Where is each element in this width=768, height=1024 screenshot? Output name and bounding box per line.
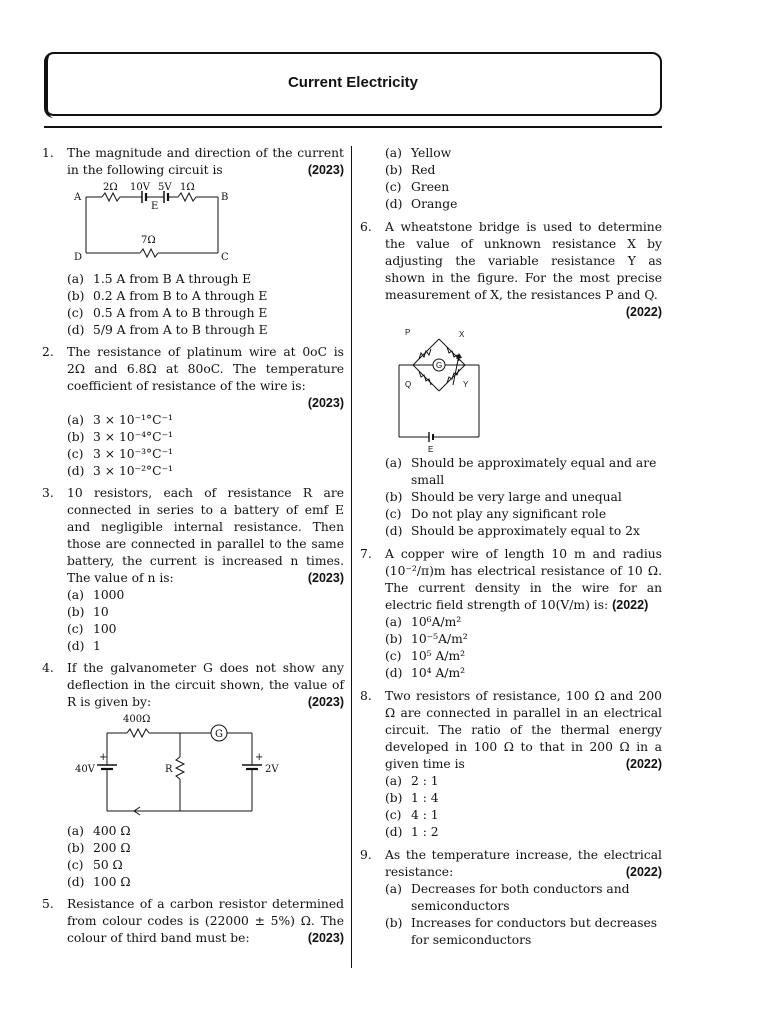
question-5 — [42, 896, 344, 947]
option[interactable]: (d) 1 — [67, 639, 101, 653]
option[interactable]: (a) 400 Ω — [67, 824, 131, 838]
option[interactable]: (b) Increases for conductors but decreases for semiconductors — [385, 916, 658, 947]
question-year: (2023) — [307, 396, 344, 410]
node-label-d: D — [74, 252, 83, 263]
question-year: (2023) — [307, 571, 344, 585]
option[interactable]: (b) 10 — [67, 605, 109, 619]
column-divider — [351, 146, 352, 968]
option[interactable]: (a) Yellow — [385, 146, 452, 160]
wheatstone-bridge-diagram — [391, 325, 481, 455]
option[interactable]: (a) 1.5 A from B A through E — [67, 272, 252, 286]
label-1ohm: 1Ω — [180, 182, 195, 193]
question-text: The resistance of platinum wire at 0oC is 2Ω and 6.8Ω at 80oC. The temperature coefficient of resistance of the wire is: — [67, 345, 344, 393]
left-column — [42, 145, 344, 947]
question-text: The magnitude and direction of the current in the following circuit is — [67, 146, 344, 177]
option[interactable]: (d) 5/9 A from A to B through E — [67, 323, 268, 337]
question-year: (2022) — [612, 598, 649, 612]
label-galvanometer: G — [436, 361, 443, 370]
option[interactable]: (d) 100 Ω — [67, 875, 131, 889]
question-number: 8. — [360, 689, 372, 703]
option[interactable]: (b) Red — [385, 163, 436, 177]
question-9 — [360, 847, 662, 949]
option[interactable]: (d) 3 × 10⁻²°C⁻¹ — [67, 464, 173, 478]
question-year: (2023) — [307, 695, 344, 709]
option[interactable]: (c) Green — [385, 180, 450, 194]
option[interactable]: (a) 2 : 1 — [385, 774, 439, 788]
header-rule — [44, 126, 662, 128]
option[interactable]: (b) Should be very large and unequal — [385, 490, 622, 504]
option[interactable]: (d) 10⁴ A/m² — [385, 666, 466, 680]
label-40v: 40V — [75, 764, 95, 775]
title-box — [44, 52, 662, 116]
option[interactable]: (b) 3 × 10⁻⁴°C⁻¹ — [67, 430, 173, 444]
page-title: Current Electricity — [287, 74, 419, 91]
option[interactable]: (b) 0.2 A from B to A through E — [67, 289, 268, 303]
option[interactable]: (d) Orange — [385, 197, 458, 211]
question-year: (2022) — [625, 305, 662, 319]
option[interactable]: (c) 0.5 A from A to B through E — [67, 306, 268, 320]
label-r: R — [165, 764, 173, 775]
question-number: 3. — [42, 486, 54, 500]
question-text: If the galvanometer G does not show any deflection in the circuit shown, the value of R is given by: — [67, 661, 344, 709]
question-number: 5. — [42, 897, 54, 911]
question-7 — [360, 546, 662, 682]
label-g: G — [215, 729, 223, 740]
question-8 — [360, 688, 662, 841]
right-column — [360, 145, 662, 949]
option[interactable]: (b) 1 : 4 — [385, 791, 439, 805]
question-3 — [42, 485, 344, 655]
option[interactable]: (a) 1000 — [67, 588, 125, 602]
option[interactable]: (b) 200 Ω — [67, 841, 131, 855]
option[interactable]: (c) 50 Ω — [67, 858, 123, 872]
question-year: (2022) — [625, 757, 662, 771]
label-x: X — [459, 330, 465, 339]
label-q: Q — [405, 380, 412, 389]
node-label-b: B — [221, 192, 229, 203]
question-text: Resistance of a carbon resistor determined from colour codes is (22000 ± 5%) Ω. The colour of third band must be: — [67, 897, 344, 945]
question-number: 1. — [42, 146, 54, 160]
option[interactable]: (c) 10⁵ A/m² — [385, 649, 466, 663]
question-year: (2023) — [307, 163, 344, 177]
label-plus-right: + — [255, 752, 264, 763]
question-number: 9. — [360, 848, 372, 862]
option[interactable]: (b) 10⁻⁵A/m² — [385, 632, 468, 646]
label-plus-left: + — [99, 752, 108, 763]
question-6 — [360, 219, 662, 540]
label-5v: 5V — [158, 182, 172, 193]
label-e: E — [428, 445, 434, 454]
option[interactable]: (a) Should be approximately equal and are small — [385, 456, 657, 487]
question-number: 7. — [360, 547, 372, 561]
label-p: P — [405, 328, 411, 337]
node-label-e: E — [151, 201, 159, 212]
node-label-c: C — [221, 252, 229, 263]
question-text: A wheatstone bridge is used to determine the value of unknown resistance X by adjusting the variable resistance Y as shown in the figure. For the most precise measurement of X, the resistances P and Q. — [385, 220, 662, 302]
question-text: As the temperature increase, the electrical resistance: — [385, 848, 662, 879]
node-label-a: A — [74, 192, 82, 203]
label-10v: 10V — [130, 182, 150, 193]
question-number: 6. — [360, 220, 372, 234]
label-y: Y — [463, 380, 469, 389]
option[interactable]: (a) Decreases for both conductors and semiconductors — [385, 882, 630, 913]
option[interactable]: (c) Do not play any significant role — [385, 507, 607, 521]
question-4 — [42, 660, 344, 891]
circuit-diagram-q1 — [72, 181, 232, 271]
question-1 — [42, 145, 344, 339]
question-number: 4. — [42, 661, 54, 675]
question-2 — [42, 344, 344, 480]
option[interactable]: (c) 100 — [67, 622, 117, 636]
label-2ohm: 2Ω — [103, 182, 118, 193]
option[interactable]: (a) 3 × 10⁻¹°C⁻¹ — [67, 413, 173, 427]
option[interactable]: (d) 1 : 2 — [385, 825, 439, 839]
question-5-options — [360, 145, 662, 213]
circuit-diagram-q4 — [69, 711, 299, 823]
option[interactable]: (a) 10⁶A/m² — [385, 615, 462, 629]
question-text: A copper wire of length 10 m and radius (10⁻²/π)m has electrical resistance of 10 Ω. The current density in the wire for an electric field strength of 10(V/m) is: — [385, 547, 662, 612]
label-2v: 2V — [265, 764, 279, 775]
option[interactable]: (c) 3 × 10⁻³°C⁻¹ — [67, 447, 173, 461]
option[interactable]: (c) 4 : 1 — [385, 808, 439, 822]
question-year: (2023) — [307, 931, 344, 945]
question-text: Two resistors of resistance, 100 Ω and 200 Ω are connected in parallel in an electrical circuit. The ratio of the thermal energy developed in 100 Ω to that in 200 Ω in a given time is — [385, 689, 662, 771]
option[interactable]: (d) Should be approximately equal to 2x — [385, 524, 640, 538]
label-400ohm: 400Ω — [123, 714, 151, 725]
question-number: 2. — [42, 345, 54, 359]
label-7ohm: 7Ω — [141, 235, 156, 246]
question-text: 10 resistors, each of resistance R are connected in series to a battery of emf E and negligible internal resistance. Then those are connected in parallel to the same battery, the current is increased n times. The value of n is: — [67, 486, 344, 585]
question-year: (2022) — [625, 865, 662, 879]
